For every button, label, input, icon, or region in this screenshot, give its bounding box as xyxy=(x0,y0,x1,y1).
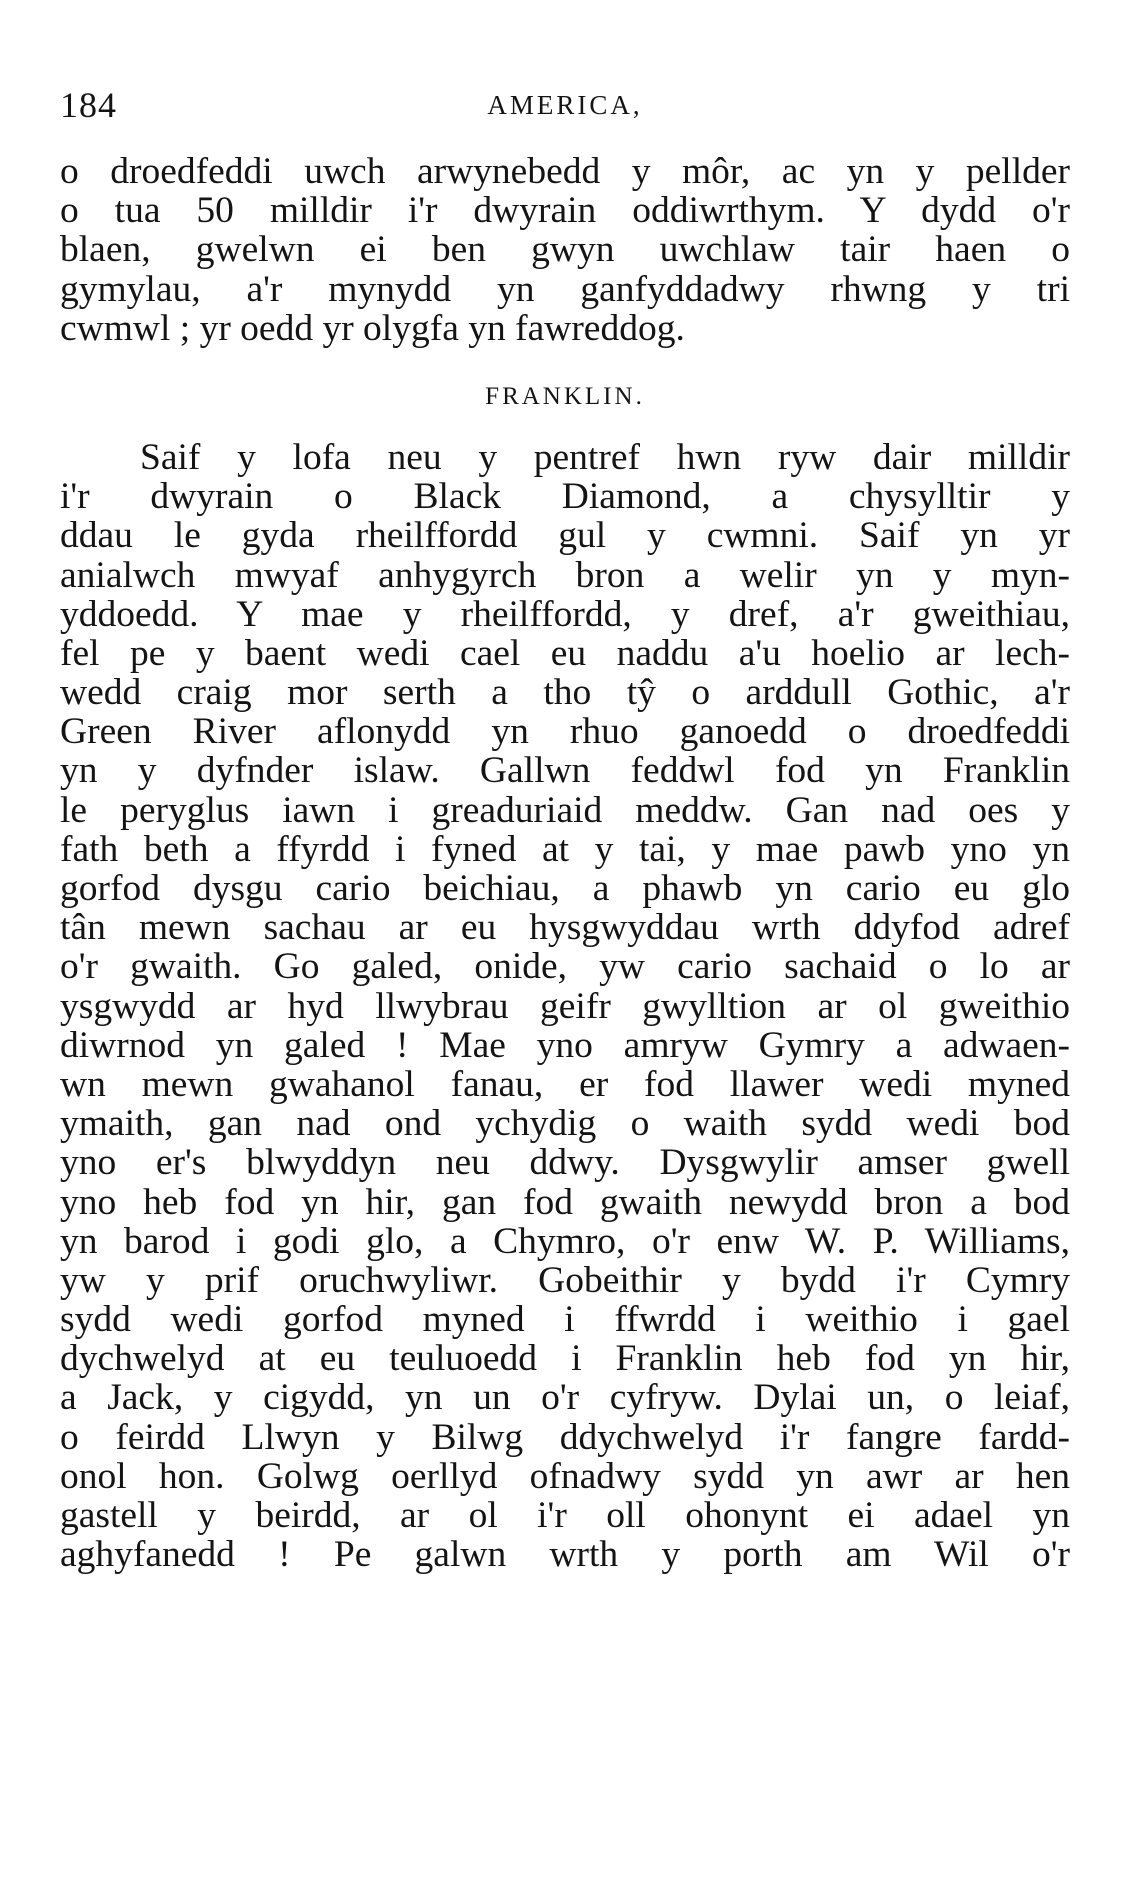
text-line: diwrnod yn galed ! Mae yno amryw Gymry a adwaen- xyxy=(60,1024,1070,1066)
section-heading: FRANKLIN. xyxy=(485,382,645,410)
text-line: gymylau, a'r mynydd yn ganfyddadwy rhwng y tri xyxy=(60,268,1070,310)
text-line: yw y prif oruchwyliwr. Gobeithir y bydd i'r Cymry xyxy=(60,1259,1070,1301)
text-line: anialwch mwyaf anhygyrch bron a welir yn y myn- xyxy=(60,554,1070,596)
book-page xyxy=(60,70,1070,1574)
text-line: a Jack, y cigydd, yn un o'r cyfryw. Dylai un, o leiaf, xyxy=(60,1377,1070,1419)
page-number: 184 xyxy=(60,85,117,125)
text-line: yn y dyfnder islaw. Gallwn feddwl fod yn Franklin xyxy=(60,750,1070,792)
running-header xyxy=(60,70,1070,125)
text-line: le peryglus iawn i greaduriaid meddw. Gan nad oes y xyxy=(60,789,1070,831)
paragraph-franklin xyxy=(60,438,1070,1574)
text-line: dychwelyd at eu teuluoedd i Franklin heb fod yn hir, xyxy=(60,1338,1070,1380)
text-line: Green River aflonydd yn rhuo ganoedd o droedfeddi xyxy=(60,711,1070,753)
text-line: o tua 50 milldir i'r dwyrain oddiwrthym. Y dydd o'r xyxy=(60,190,1070,232)
text-line: ddau le gyda rheilffordd gul y cwmni. Saif yn yr xyxy=(60,515,1070,557)
text-line: ysgwydd ar hyd llwybrau geifr gwylltion ar ol gweithio xyxy=(60,985,1070,1027)
text-line: gastell y beirdd, ar ol i'r oll ohonynt ei adael yn xyxy=(60,1495,1070,1536)
running-title: AMERICA, xyxy=(487,90,643,120)
text-line: onol hon. Golwg oerllyd ofnadwy sydd yn awr ar hen xyxy=(60,1455,1070,1497)
text-line: yddoedd. Y mae y rheilffordd, y dref, a'r gweithiau, xyxy=(60,593,1070,635)
text-line: Saif y lofa neu y pentref hwn ryw dair milldir xyxy=(140,436,1070,478)
text-line: cwmwl ; yr oedd yr olygfa yn fawreddog. xyxy=(60,307,685,349)
text-line: ymaith, gan nad ond ychydig o waith sydd wedi bod xyxy=(60,1103,1070,1145)
text-line: tân mewn sachau ar eu hysgwyddau wrth ddyfod adref xyxy=(60,907,1070,949)
text-line: o'r gwaith. Go galed, onide, yw cario sachaid o lo ar xyxy=(60,946,1070,988)
text-line: blaen, gwelwn ei ben gwyn uwchlaw tair haen o xyxy=(60,229,1070,271)
text-line: yno heb fod yn hir, gan fod gwaith newydd bron a bod xyxy=(60,1181,1070,1223)
text-line: wedd craig mor serth a tho tŷ o arddull Gothic, a'r xyxy=(60,672,1070,714)
text-line: o feirdd Llwyn y Bilwg ddychwelyd i'r fangre fardd- xyxy=(60,1416,1070,1458)
text-line: o droedfeddi uwch arwynebedd y môr, ac yn y pellder xyxy=(60,151,1070,192)
text-line: wn mewn gwahanol fanau, er fod llawer wedi myned xyxy=(60,1063,1070,1105)
text-line: sydd wedi gorfod myned i ffwrdd i weithio i gael xyxy=(60,1299,1070,1341)
text-line: yno er's blwyddyn neu ddwy. Dysgwylir amser gwell xyxy=(60,1142,1070,1184)
text-line: fel pe y baent wedi cael eu naddu a'u hoelio ar lech- xyxy=(60,632,1070,674)
text-line: yn barod i godi glo, a Chymro, o'r enw W. P. Williams, xyxy=(60,1220,1070,1262)
text-line: i'r dwyrain o Black Diamond, a chysylltir y xyxy=(60,476,1070,518)
text-line: fath beth a ffyrdd i fyned at y tai, y mae pawb yno yn xyxy=(60,828,1070,870)
text-line: aghyfanedd ! Pe galwn wrth y porth am Wil o'r xyxy=(60,1534,1070,1576)
paragraph-continued xyxy=(60,152,1070,348)
text-line: gorfod dysgu cario beichiau, a phawb yn cario eu glo xyxy=(60,868,1070,909)
